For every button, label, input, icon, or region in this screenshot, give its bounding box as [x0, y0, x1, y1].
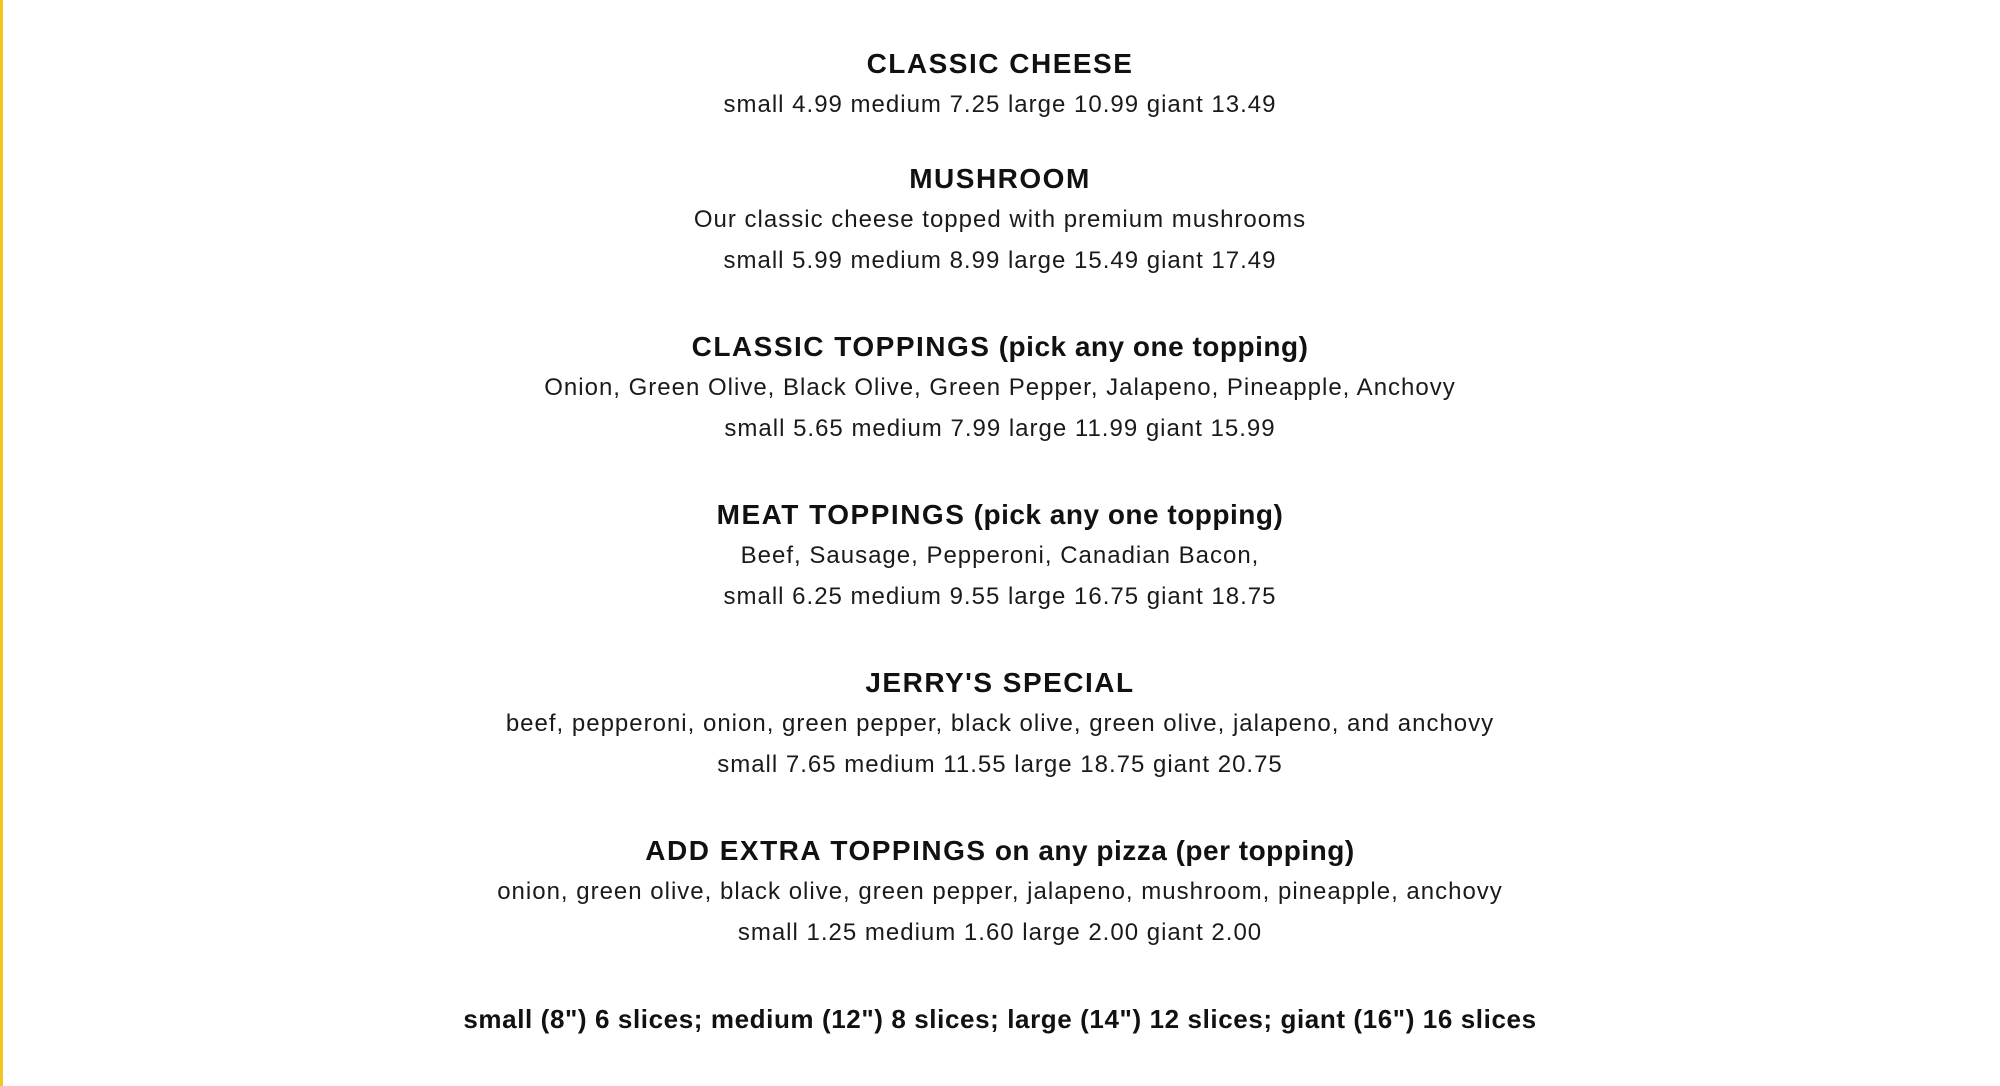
menu-item-classic-cheese — [0, 44, 2000, 125]
item-title — [0, 831, 2000, 871]
item-description: Beef, Sausage, Pepperoni, Canadian Bacon, — [740, 542, 1260, 569]
item-title-main: CLASSIC TOPPINGS — [691, 331, 991, 362]
item-prices: small 5.99 medium 8.99 large 15.49 giant 17.49 — [723, 247, 1277, 274]
item-prices: small 6.25 medium 9.55 large 16.75 giant 18.75 — [723, 583, 1277, 610]
item-prices: small 7.65 medium 11.55 large 18.75 giant 20.75 — [717, 751, 1283, 778]
item-description: onion, green olive, black olive, green pepper, jalapeno, mushroom, pineapple, anchovy — [497, 878, 1503, 905]
menu-item-meat-toppings — [0, 495, 2000, 617]
item-title: MUSHROOM — [909, 163, 1091, 194]
item-description: Onion, Green Olive, Black Olive, Green Pepper, Jalapeno, Pineapple, Anchovy — [544, 374, 1456, 401]
menu-item-mushroom — [0, 159, 2000, 281]
menu-item-extra-toppings — [0, 831, 2000, 953]
item-prices: small 5.65 medium 7.99 large 11.99 giant 15.99 — [724, 415, 1276, 442]
item-description: beef, pepperoni, onion, green pepper, black olive, green olive, jalapeno, and anchovy — [505, 710, 1495, 737]
item-prices: small 4.99 medium 7.25 large 10.99 giant 13.49 — [723, 91, 1277, 118]
item-title-suffix: on any pizza (per topping) — [986, 835, 1355, 866]
menu-item-jerrys-special — [0, 663, 2000, 785]
item-title-suffix: (pick any one topping) — [990, 331, 1309, 362]
menu-item-classic-toppings — [0, 327, 2000, 449]
item-title: CLASSIC CHEESE — [866, 48, 1134, 79]
item-title-suffix: (pick any one topping) — [965, 499, 1284, 530]
pizza-size-note: small (8") 6 slices; medium (12") 8 slices; large (14") 12 slices; giant (16") 16 slices — [463, 1004, 1537, 1034]
item-prices: small 1.25 medium 1.60 large 2.00 giant 2.00 — [737, 919, 1263, 946]
item-title — [0, 495, 2000, 535]
item-title — [0, 327, 2000, 367]
item-title-main: ADD EXTRA TOPPINGS — [645, 835, 987, 866]
item-title: JERRY'S SPECIAL — [865, 667, 1135, 698]
pizza-menu — [0, 44, 2000, 1039]
item-title-main: MEAT TOPPINGS — [716, 499, 966, 530]
item-description: Our classic cheese topped with premium mushrooms — [693, 206, 1307, 233]
